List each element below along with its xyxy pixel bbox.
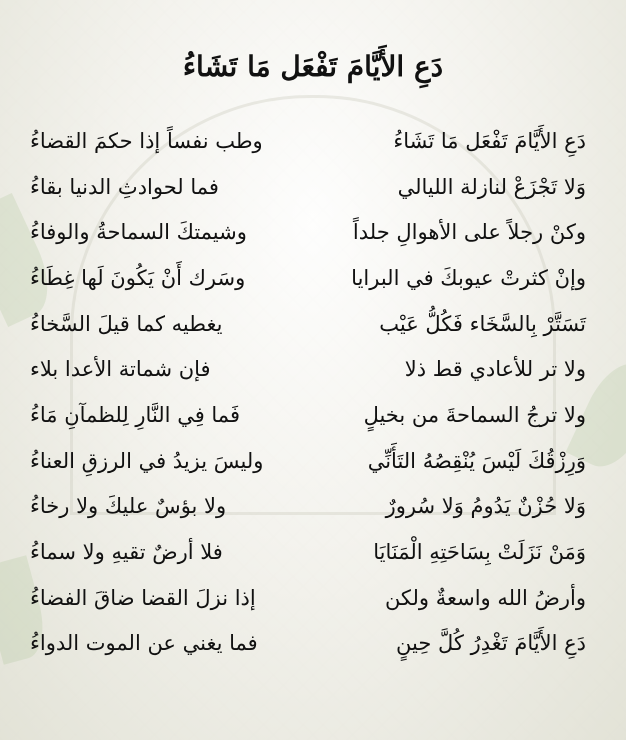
verse: [20, 529, 606, 575]
poem-body: [20, 118, 606, 666]
verse: [20, 575, 606, 621]
verse: [20, 301, 606, 347]
verse-first-hemistich: دَعِ الأَيَّامَ تَفْعَل مَا تَشَاءُ: [393, 128, 586, 153]
verse: [20, 392, 606, 438]
verse: [20, 438, 606, 484]
verse-first-hemistich: وإنْ كثرتْ عيوبكَ في البرايا: [351, 265, 586, 290]
verse: [20, 484, 606, 530]
verse-first-hemistich: تَسَتَّرْ بِالسَّخَاء فَكُلُّ عَيْب: [379, 311, 586, 336]
verse-second-hemistich: وليسَ يزيدُ في الرزقِ العناءُ: [30, 448, 264, 473]
verse-second-hemistich: يغطيه كما قيلَ السَّخاءُ: [30, 311, 223, 336]
verse: [20, 255, 606, 301]
verse: [20, 621, 606, 667]
verse-second-hemistich: فما لحوادثِ الدنيا بقاءُ: [30, 174, 219, 199]
verse-second-hemistich: وشيمتكَ السماحةُ والوفاءُ: [30, 220, 247, 245]
verse-second-hemistich: إذا نزلَ القضا ضاقَ الفضاءُ: [30, 585, 256, 610]
verse: [20, 164, 606, 210]
verse-second-hemistich: ولا بؤسٌ عليكَ ولا رخاءُ: [30, 494, 227, 519]
verse-first-hemistich: وَرِزْقُكَ لَيْسَ يُنْقِصُهُ التَأَنِّي: [367, 448, 586, 473]
verse: [20, 346, 606, 392]
verse-second-hemistich: فَما فِي النَّارِ لِلظمآنِ مَاءُ: [30, 402, 240, 427]
verse-first-hemistich: وأرضُ الله واسعةٌ ولكن: [384, 585, 586, 610]
verse-first-hemistich: وَلا تَجْزَعْ لنازلة الليالي: [397, 174, 586, 199]
verse-second-hemistich: فلا أرضٌ تقيهِ ولا سماءُ: [30, 540, 223, 565]
poem-title: دَعِ الأَيَّامَ تَفْعَل مَا تَشَاءُ: [182, 50, 444, 83]
verse-first-hemistich: وَمَنْ نَزَلَتْ بِسَاحَتِهِ الْمَنَايَا: [373, 540, 586, 565]
verse-second-hemistich: وسَرك أَنْ يَكُونَ لَها غِطَاءُ: [30, 265, 246, 290]
verse-second-hemistich: وطب نفساً إذا حكمَ القضاءُ: [30, 128, 263, 153]
verse-first-hemistich: ولا ترجُ السماحةَ من بخيلٍ: [363, 402, 586, 427]
verse-first-hemistich: وكنْ رجلاً على الأهوالِ جلداً: [352, 220, 586, 245]
verse-first-hemistich: ولا تر للأعادي قط ذلا: [404, 357, 586, 382]
verse-first-hemistich: دَعِ الأَيَّامَ تَغْدِرُ كُلَّ حِينٍ: [396, 631, 586, 656]
verse: [20, 209, 606, 255]
verse-second-hemistich: فما يغني عن الموت الدواءُ: [30, 631, 258, 656]
verse-second-hemistich: فإن شماتة الأعدا بلاء: [30, 357, 211, 382]
verse: [20, 118, 606, 164]
verse-first-hemistich: وَلا حُزْنٌ يَدُومُ وَلا سُرورٌ: [385, 494, 586, 519]
